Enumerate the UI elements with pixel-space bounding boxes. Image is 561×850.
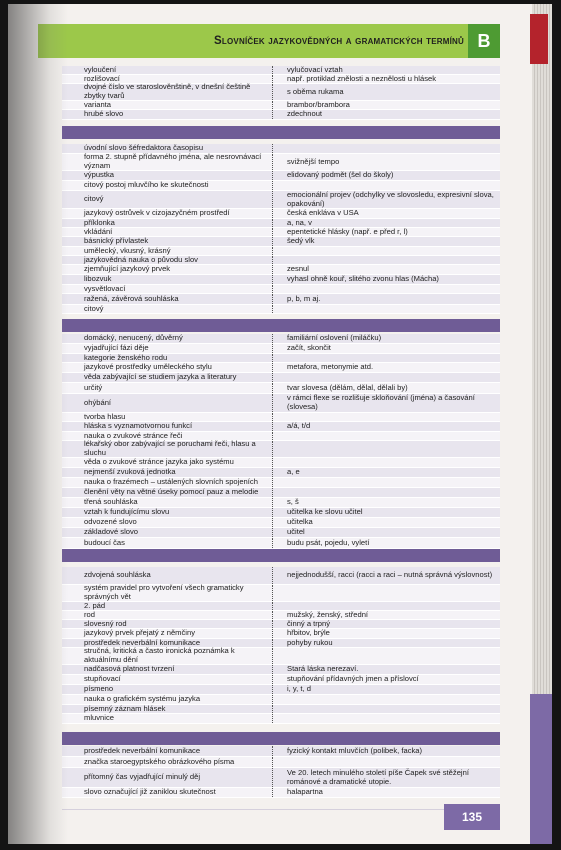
term-definition: odvozené slovo xyxy=(84,517,137,527)
term-definition: určitý xyxy=(84,382,103,392)
term-example: a, na, v xyxy=(272,219,500,227)
term-definition: věda o zvukové stránce jazyka jako systému xyxy=(84,457,234,467)
term-definition: mluvnice xyxy=(84,713,114,723)
term-definition: ražená, závěrová souhláska xyxy=(84,293,179,303)
term-example: svižnější tempo xyxy=(272,154,500,170)
term-definition: citový xyxy=(84,303,104,313)
footer-line xyxy=(62,809,444,810)
term-example: mužský, ženský, střední xyxy=(272,611,500,619)
term-example xyxy=(272,585,500,601)
term-example: česká enkláva v USA xyxy=(272,209,500,218)
term-definition: systém pravidel pro vytvoření všech gramaticky správných vět xyxy=(84,583,244,601)
term-example xyxy=(272,285,500,293)
term-example: zesnul xyxy=(272,265,500,274)
glossary-row xyxy=(62,101,500,110)
term-example: v rámci flexe se rozlišuje skloňování (jména) a časování (slovesa) xyxy=(272,394,500,412)
term-example: p, b, m aj. xyxy=(272,294,500,304)
term-definition: zjemňující jazykový prvek xyxy=(84,264,171,274)
term-example: zdechnout xyxy=(272,110,500,119)
term-example xyxy=(272,714,500,723)
term-definition: lékařský obor zabývající se poruchami řeči, hlasu a sluchu xyxy=(84,439,256,457)
term-example: metafora, metonymie atd. xyxy=(272,363,500,372)
term-example: a, e xyxy=(272,468,500,477)
term-definition: citový xyxy=(84,194,104,204)
term-definition: stručná, kritická a často ironická poznámka k aktuálnímu dění xyxy=(84,646,235,664)
glossary-row xyxy=(62,746,500,757)
term-example: hřbitov, brýle xyxy=(272,629,500,638)
term-example xyxy=(272,305,500,313)
term-example xyxy=(272,256,500,264)
glossary-row xyxy=(62,705,500,714)
term-example xyxy=(272,432,500,440)
glossary-row xyxy=(62,441,500,458)
term-definition: příklonka xyxy=(84,217,115,227)
term-example: začít, skončit xyxy=(272,344,500,353)
header-title: Slovníček jazykovědných a gramatických termínů xyxy=(214,35,464,47)
spine-shadow xyxy=(8,4,68,844)
section-divider xyxy=(62,319,500,332)
term-definition: varianta xyxy=(84,99,112,109)
term-example: s oběma rukama xyxy=(272,84,500,100)
term-example xyxy=(272,705,500,713)
glossary-row xyxy=(62,294,500,305)
glossary-row xyxy=(62,373,500,383)
glossary-row xyxy=(62,757,500,768)
term-definition: domácký, nenucený, důvěrný xyxy=(84,333,183,343)
term-example xyxy=(272,354,500,362)
term-definition: budoucí čas xyxy=(84,537,125,547)
term-definition: libozvuk xyxy=(84,274,112,284)
term-example: učitel xyxy=(272,528,500,537)
term-definition: písmeno xyxy=(84,684,114,694)
glossary-row xyxy=(62,714,500,724)
term-definition: výpustka xyxy=(84,170,114,180)
glossary-section-1 xyxy=(62,66,500,120)
term-example xyxy=(272,373,500,382)
section-letter-badge: B xyxy=(468,24,500,58)
section-divider xyxy=(62,549,500,562)
term-example: např. protiklad znělosti a neznělosti u hlásek xyxy=(272,75,500,83)
term-example xyxy=(272,458,500,467)
section-divider xyxy=(62,126,500,139)
glossary-row xyxy=(62,110,500,120)
term-definition: stupňovací xyxy=(84,674,121,684)
term-example xyxy=(272,181,500,190)
term-definition: jazykový prvek přejatý z němčiny xyxy=(84,628,195,638)
term-definition: nauka o frazémech – ustálených slovních spojeních xyxy=(84,477,258,487)
term-example xyxy=(272,247,500,255)
term-example: familiární oslovení (miláčku) xyxy=(272,334,500,343)
glossary-section-3 xyxy=(62,334,500,549)
term-definition: hrubé slovo xyxy=(84,109,124,119)
term-definition: slovesný rod xyxy=(84,618,127,628)
term-example xyxy=(272,144,500,153)
term-example: elidovaný podmět (šel do školy) xyxy=(272,171,500,180)
term-example: s, š xyxy=(272,498,500,507)
term-definition: prostředek neverbální komunikace xyxy=(84,637,201,647)
term-example: pohyby rukou xyxy=(272,639,500,647)
term-definition: jazykové prostředky uměleckého stylu xyxy=(84,362,212,372)
section-divider xyxy=(62,732,500,745)
glossary-row xyxy=(62,275,500,285)
term-definition: přítomný čas vyjadřující minulý děj xyxy=(84,772,201,782)
term-definition: nejmenší zvuková jednotka xyxy=(84,467,176,477)
term-definition: značka staroegyptského obrázkového písma xyxy=(84,756,235,766)
term-definition: rozlišovací xyxy=(84,73,120,83)
term-definition: věda zabývající se studiem jazyka a literatury xyxy=(84,372,237,382)
term-definition: úvodní slovo šéfredaktora časopisu xyxy=(84,143,204,153)
term-definition: vkládání xyxy=(84,226,113,236)
glossary-row xyxy=(62,768,500,788)
term-definition: prostředek neverbální komunikace xyxy=(84,745,201,755)
glossary-row xyxy=(62,602,500,611)
term-example: i, y, t, d xyxy=(272,685,500,694)
term-definition: nauka o grafickém systému jazyka xyxy=(84,694,201,704)
glossary-row xyxy=(62,675,500,685)
term-example: emocionální projev (odchylky ve slovosledu, expresivní slova, opakování) xyxy=(272,191,500,208)
term-example xyxy=(272,441,500,457)
term-example: Ve 20. letech minulého století píše Čapek své stěžejní románové a dramatické utopie. xyxy=(272,768,500,787)
term-definition: nadčasová platnost tvrzení xyxy=(84,664,175,674)
dictionary-page xyxy=(8,4,552,844)
glossary-row xyxy=(62,665,500,675)
term-definition: nauka o zvukové stránce řeči xyxy=(84,430,183,440)
red-tab-marker xyxy=(530,14,548,64)
glossary-row xyxy=(62,209,500,219)
term-example xyxy=(272,478,500,487)
term-example xyxy=(272,648,500,664)
glossary-row xyxy=(62,154,500,171)
glossary-section-4 xyxy=(62,567,500,724)
term-definition: rod xyxy=(84,609,95,619)
term-example: činný a trpný xyxy=(272,620,500,628)
glossary-row xyxy=(62,538,500,549)
term-example: Stará láska nerezaví. xyxy=(272,665,500,674)
glossary-row xyxy=(62,305,500,314)
term-definition: vyjadřující fázi děje xyxy=(84,343,149,353)
term-example: fyzický kontakt mluvčích (polibek, facka) xyxy=(272,746,500,756)
term-example: vyhasl ohně kouř, slitého zvonu hlas (Mácha) xyxy=(272,275,500,284)
term-example: budu psát, pojedu, vyletí xyxy=(272,538,500,548)
term-definition: písemný záznam hlásek xyxy=(84,703,166,713)
term-example: vylučovací vztah xyxy=(272,66,500,74)
page-number: 135 xyxy=(444,804,500,830)
glossary-row xyxy=(62,585,500,602)
term-example xyxy=(272,602,500,610)
term-definition: hláska s vyznamotvornou funkcí xyxy=(84,421,193,431)
term-definition: 2. pád xyxy=(84,600,106,610)
term-definition: třená souhláska xyxy=(84,497,138,507)
term-example: a/á, t/d xyxy=(272,422,500,431)
term-example: učitelka ke slovu učitel xyxy=(272,508,500,517)
glossary-section-5 xyxy=(62,746,500,798)
term-example: epentetické hlásky (např. e před r, l) xyxy=(272,228,500,236)
term-definition: tvorba hlasu xyxy=(84,411,126,421)
term-definition: jazykový ostrůvek v cizojazyčném prostředí xyxy=(84,208,230,218)
term-example: halapartna xyxy=(272,788,500,797)
term-definition: forma 2. stupně přídavného jména, ale nesrovnávací význam xyxy=(84,152,262,170)
term-example: stupňování přídavných jmen a příslovcí xyxy=(272,675,500,684)
term-definition: základové slovo xyxy=(84,527,139,537)
term-definition: slovo označující již zaniklou skutečnost xyxy=(84,787,216,797)
term-definition: umělecký, vkusný, krásný xyxy=(84,245,171,255)
purple-tab-marker xyxy=(530,694,552,844)
term-example xyxy=(272,488,500,497)
term-definition: citový postoj mluvčího ke skutečnosti xyxy=(84,180,209,190)
term-definition: členění věty na větné úseky pomocí pauz a melodie xyxy=(84,487,259,497)
glossary-row xyxy=(62,394,500,413)
glossary-row xyxy=(62,383,500,394)
term-definition: kategorie ženského rodu xyxy=(84,352,168,362)
term-definition: dvojné číslo ve staroslověnštině, v dnešní češtině zbytky tvarů xyxy=(84,82,251,100)
term-definition: vyloučení xyxy=(84,64,117,74)
term-definition: ohýbání xyxy=(84,397,112,407)
page-header xyxy=(38,24,500,58)
glossary-row xyxy=(62,648,500,665)
term-definition: jazykovědná nauka o původu slov xyxy=(84,254,198,264)
glossary-row xyxy=(62,191,500,209)
glossary-row xyxy=(62,788,500,798)
term-example: nejjednodušší, racci (racci a raci – nutná správná výslovnost) xyxy=(272,567,500,584)
glossary-section-2 xyxy=(62,144,500,314)
term-example: šedý vlk xyxy=(272,237,500,246)
glossary-row xyxy=(62,219,500,228)
term-example xyxy=(272,757,500,767)
term-definition: zdvojená souhláska xyxy=(84,570,151,580)
term-example xyxy=(272,695,500,704)
term-definition: básnický přívlastek xyxy=(84,236,149,246)
glossary-row xyxy=(62,567,500,585)
term-definition: vztah k fundujícímu slovu xyxy=(84,507,170,517)
glossary-row xyxy=(62,285,500,294)
term-example: brambor/brambora xyxy=(272,101,500,109)
term-example: učitelka xyxy=(272,518,500,527)
term-definition: vysvětlovací xyxy=(84,283,126,293)
glossary-row xyxy=(62,611,500,620)
glossary-row xyxy=(62,528,500,538)
term-example xyxy=(272,413,500,421)
term-example: tvar slovesa (dělám, dělal, dělali by) xyxy=(272,383,500,393)
glossary-row xyxy=(62,84,500,101)
